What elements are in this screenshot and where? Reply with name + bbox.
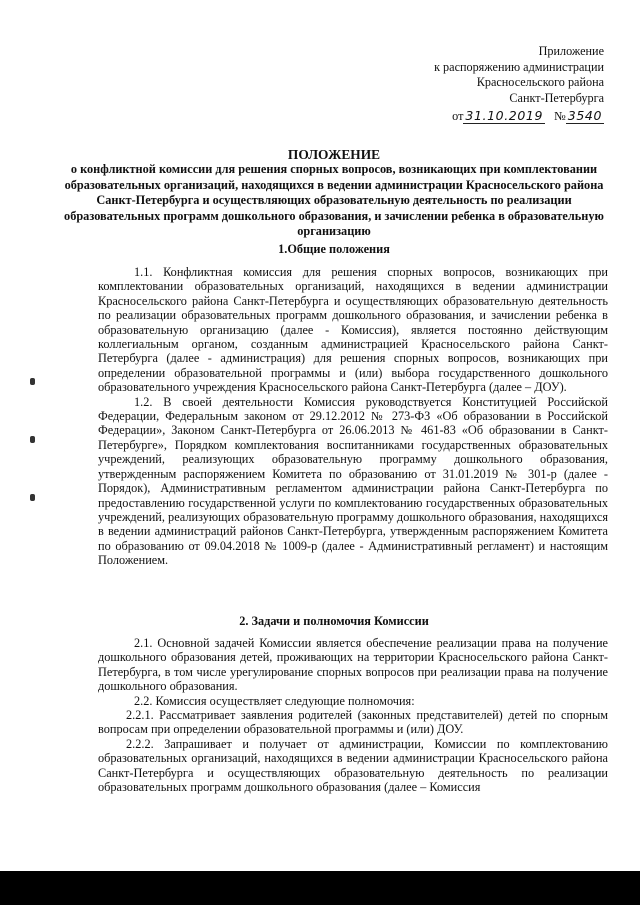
order-reference: к распоряжению администрации <box>434 59 604 74</box>
punch-hole-mark <box>30 378 35 385</box>
paragraph-2-2: 2.2. Комиссия осуществляет следующие полномочия: <box>134 693 415 708</box>
paragraph-1-1: 1.1. Конфликтная комиссия для решения спорных вопросов, возникающих при комплектовании образовательных организаций, находящихся в ведении администрации Красносельского района Санкт-Петербурга и осуществляющих образовательную деятельность по реализации образовательных программ дошкольного образования, и зачислении ребенка в образовательную организацию (далее - Комиссия), является постоянно действующим коллегиальным органом, созданным администрацией Красносельского района Санкт-Петербурга (далее - администрация) для решения спорных вопросов, возникающих при определении образовательной программы и (или) выбора государственного дошкольного образовательного учреждения Красносельского района Санкт-Петербурга (далее – ДОУ). <box>98 265 608 395</box>
section-1-body <box>98 265 608 568</box>
paragraph-2-1: 2.1. Основной задачей Комиссии является обеспечение реализации права на получение дошкольного образования детей, проживающих на территории Красносельского района Санкт-Петербурга, в том числе урегулирование спорных вопросов при реализации права на получение дошкольного образования. <box>98 636 608 694</box>
document-subtitle: о конфликтной комиссии для решения спорных вопросов, возникающих при комплектовании образовательных организаций, находящихся в ведении администрации Красносельского района Санкт-Петербурга и осуществляющих образовательную деятельность по реализации образовательных программ дошкольного образования, и зачислении ребенка в образовательную организацию <box>64 162 604 238</box>
district-name: Красносельского района <box>476 75 604 90</box>
number-prefix: № <box>554 109 566 124</box>
handwritten-number: 3540 <box>567 108 602 124</box>
date-number-line <box>434 108 604 125</box>
paragraph-2-2-2: 2.2.2. Запрашивает и получает от администрации, Комиссии по комплектованию образовательных организаций, находящихся в ведении администрации Красносельского района Санкт-Петербурга и осуществляющих образовательную деятельность по реализации образовательных программ дошкольного образования (далее – Комиссия <box>98 736 608 795</box>
appendix-label: Приложение <box>538 44 604 58</box>
section-2-heading: 2. Задачи и полномочия Комиссии <box>239 614 429 628</box>
city-name: Санкт-Петербурга <box>509 90 604 105</box>
section-2-body <box>98 636 608 794</box>
date-prefix: от <box>452 109 464 124</box>
paragraph-2-2-1: 2.2.1. Рассматривает заявления родителей (законных представителей) детей по спорным вопросам при определении образовательной программы и (или) ДОУ. <box>98 708 608 737</box>
handwritten-date: 31.10.2019 <box>465 108 543 124</box>
scan-bottom-edge <box>0 871 640 905</box>
section-1-heading: 1.Общие положения <box>278 242 390 256</box>
paragraph-1-2: 1.2. В своей деятельности Комиссия руководствуется Конституцией Российской Федерации, Федеральным законом от 29.12.2012 № 273-ФЗ «Об образовании в Российской Федерации», Законом Санкт-Петербурга от 26.06.2013 № 461-83 «Об образовании в Санкт-Петербурге», Порядком комплектования воспитанниками государственных образовательных учреждений, реализующих образовательную программу дошкольного образования, утвержденным распоряжением Комитета по образованию от 31.01.2019 № 301-р (далее - Порядок), Административным регламентом администрации района Санкт-Петербурга по предоставлению государственной услуги по комплектованию государственных образовательных учреждений, реализующих образовательную программу дошкольного образования, находящихся в ведении администраций районов Санкт-Петербурга, утвержденным распоряжением Комитета по образованию от 09.04.2018 № 1009-р (далее - Административный регламент) и настоящим Положением. <box>98 394 608 568</box>
punch-hole-mark <box>30 436 35 443</box>
punch-hole-mark <box>30 494 35 501</box>
appendix-header <box>434 44 604 125</box>
document-title: ПОЛОЖЕНИЕ <box>287 147 381 162</box>
